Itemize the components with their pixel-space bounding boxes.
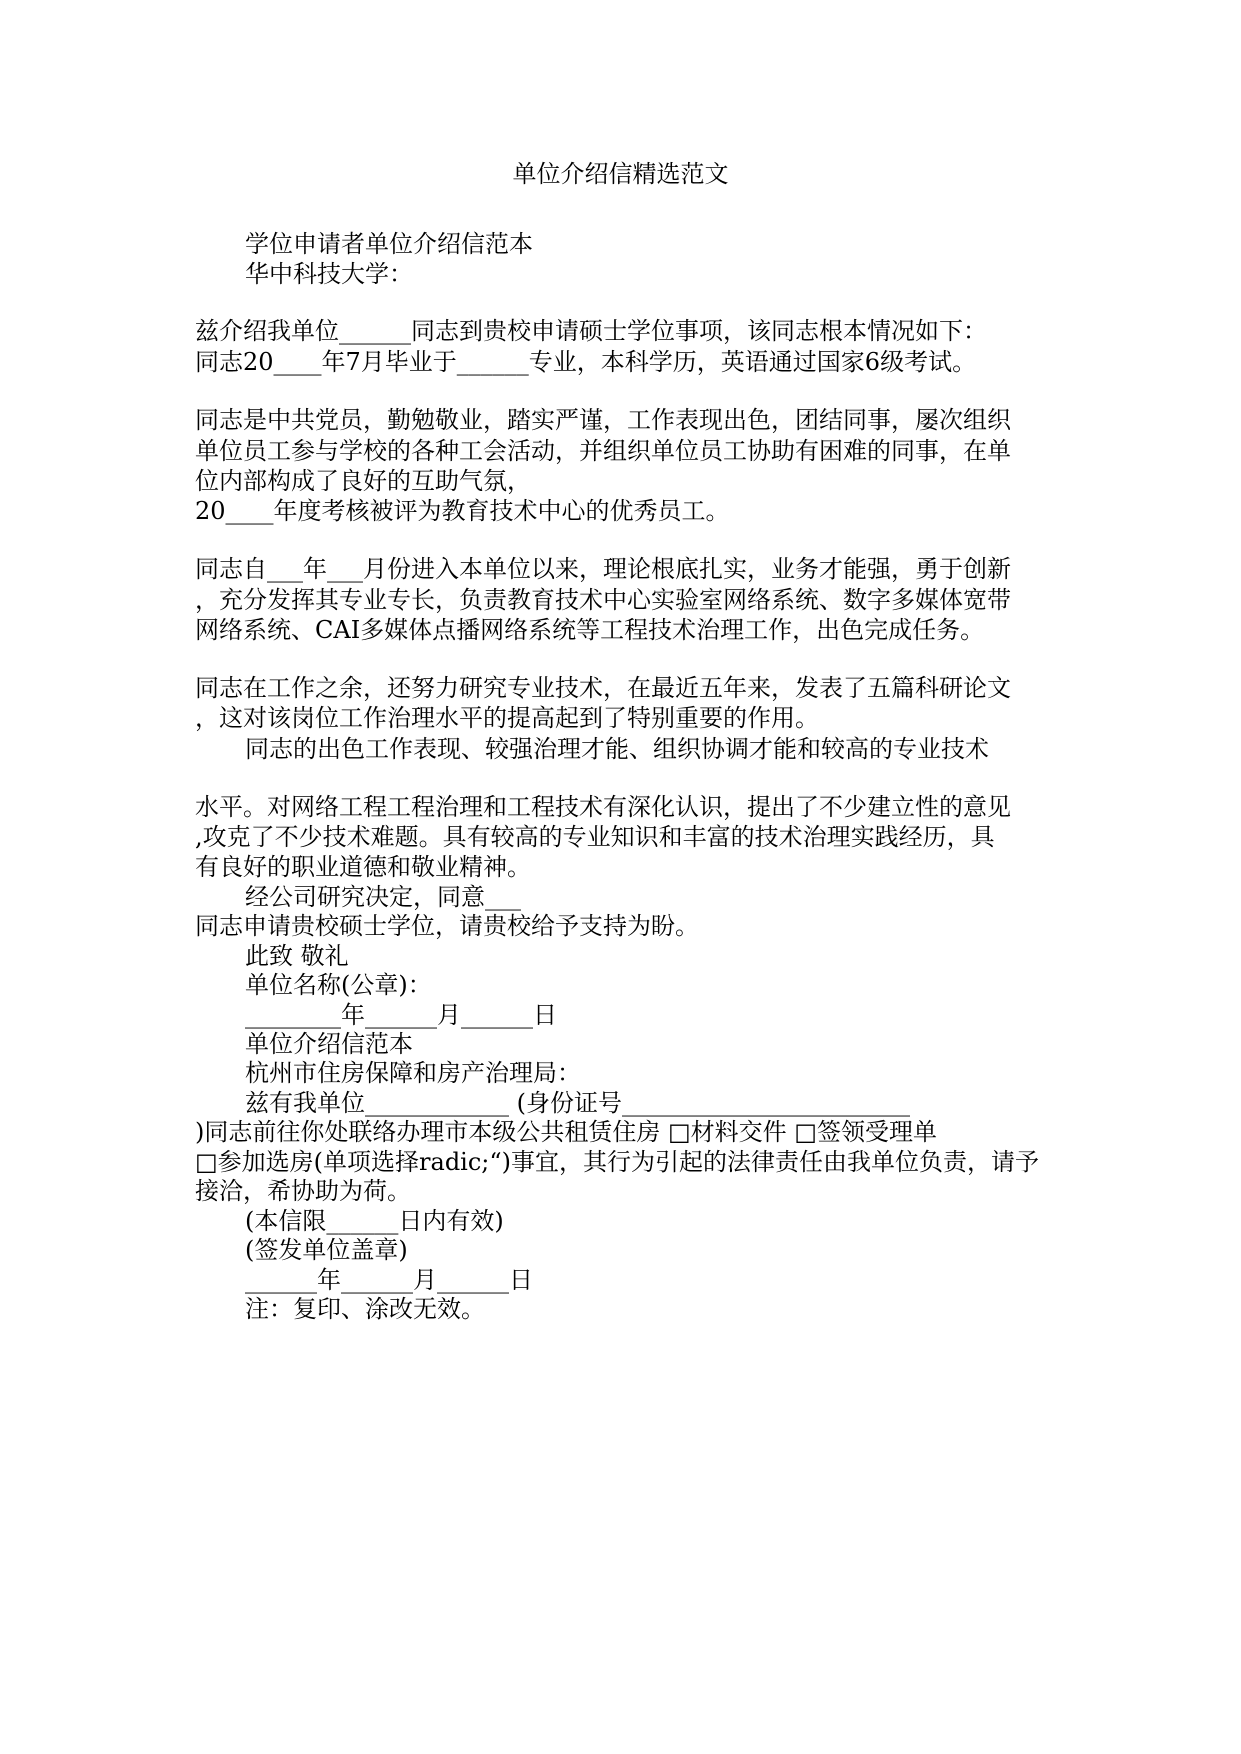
- text-line: 位内部构成了良好的互助气氛，: [195, 467, 531, 495]
- text-line: 同志在工作之余，还努力研究专业技术，在最近五年来，发表了五篇科研论文: [195, 674, 1011, 702]
- text-line: )同志前往你处联络办理市本级公共租赁住房 □材料交件 □签领受理单: [195, 1118, 937, 1146]
- text-line: (本信限______日内有效): [245, 1207, 504, 1235]
- text-line: 水平。对网络工程工程治理和工程技术有深化认识，提出了不少建立性的意见: [195, 793, 1011, 821]
- text-line: 杭州市住房保障和房产治理局：: [245, 1059, 581, 1087]
- text-line: 接洽，希协助为荷。: [195, 1177, 411, 1205]
- text-line: (签发单位盖章): [245, 1236, 408, 1264]
- document-title: 单位介绍信精选范文: [512, 160, 729, 188]
- text-line: 同志自___年___月份进入本单位以来，理论根底扎实，业务才能强，勇于创新: [195, 555, 1011, 583]
- text-line: 单位介绍信范本: [245, 1030, 413, 1058]
- date-line: ________年______月______日: [245, 1001, 557, 1029]
- text-line: 兹介绍我单位______同志到贵校申请硕士学位事项，该同志根本情况如下：: [195, 317, 987, 345]
- text-line: 有良好的职业道德和敬业精神。: [195, 853, 531, 881]
- text-line: 同志是中共党员，勤勉敬业，踏实严谨，工作表现出色，团结同事，屡次组织: [195, 406, 1011, 434]
- text-line: 20____年度考核被评为教育技术中心的优秀员工。: [195, 497, 730, 525]
- text-line: 兹有我单位____________ (身份证号________________________: [245, 1089, 910, 1117]
- text-line: 此致 敬礼: [245, 942, 349, 970]
- text-line: 经公司研究决定，同意___: [245, 883, 521, 911]
- text-line: 同志申请贵校硕士学位，请贵校给予支持为盼。: [195, 912, 699, 940]
- text-line: ，充分发挥其专业专长，负责教育技术中心实验室网络系统、数字多媒体宽带: [195, 586, 1011, 614]
- text-line: ,攻克了不少技术难题。具有较高的专业知识和丰富的技术治理实践经历，具: [195, 823, 995, 851]
- text-line: 网络系统、CAI多媒体点播网络系统等工程技术治理工作，出色完成任务。: [195, 616, 985, 644]
- text-line: 同志的出色工作表现、较强治理才能、组织协调才能和较高的专业技术: [245, 735, 989, 763]
- text-line: ，这对该岗位工作治理水平的提高起到了特别重要的作用。: [195, 704, 819, 732]
- date-line: ______年______月______日: [245, 1266, 533, 1294]
- text-line: 同志20____年7月毕业于______专业，本科学历，英语通过国家6级考试。: [195, 348, 977, 376]
- note-line: 注：复印、涂改无效。: [245, 1295, 485, 1323]
- text-line: □参加选房(单项选择radic;“)事宜，其行为引起的法律责任由我单位负责，请予: [195, 1148, 1040, 1176]
- text-line: 单位员工参与学校的各种工会活动，并组织单位员工协助有困难的同事，在单: [195, 437, 1011, 465]
- text-line: 单位名称(公章)：: [245, 971, 432, 999]
- text-line: 华中科技大学：: [245, 260, 413, 288]
- text-line: 学位申请者单位介绍信范本: [245, 230, 533, 258]
